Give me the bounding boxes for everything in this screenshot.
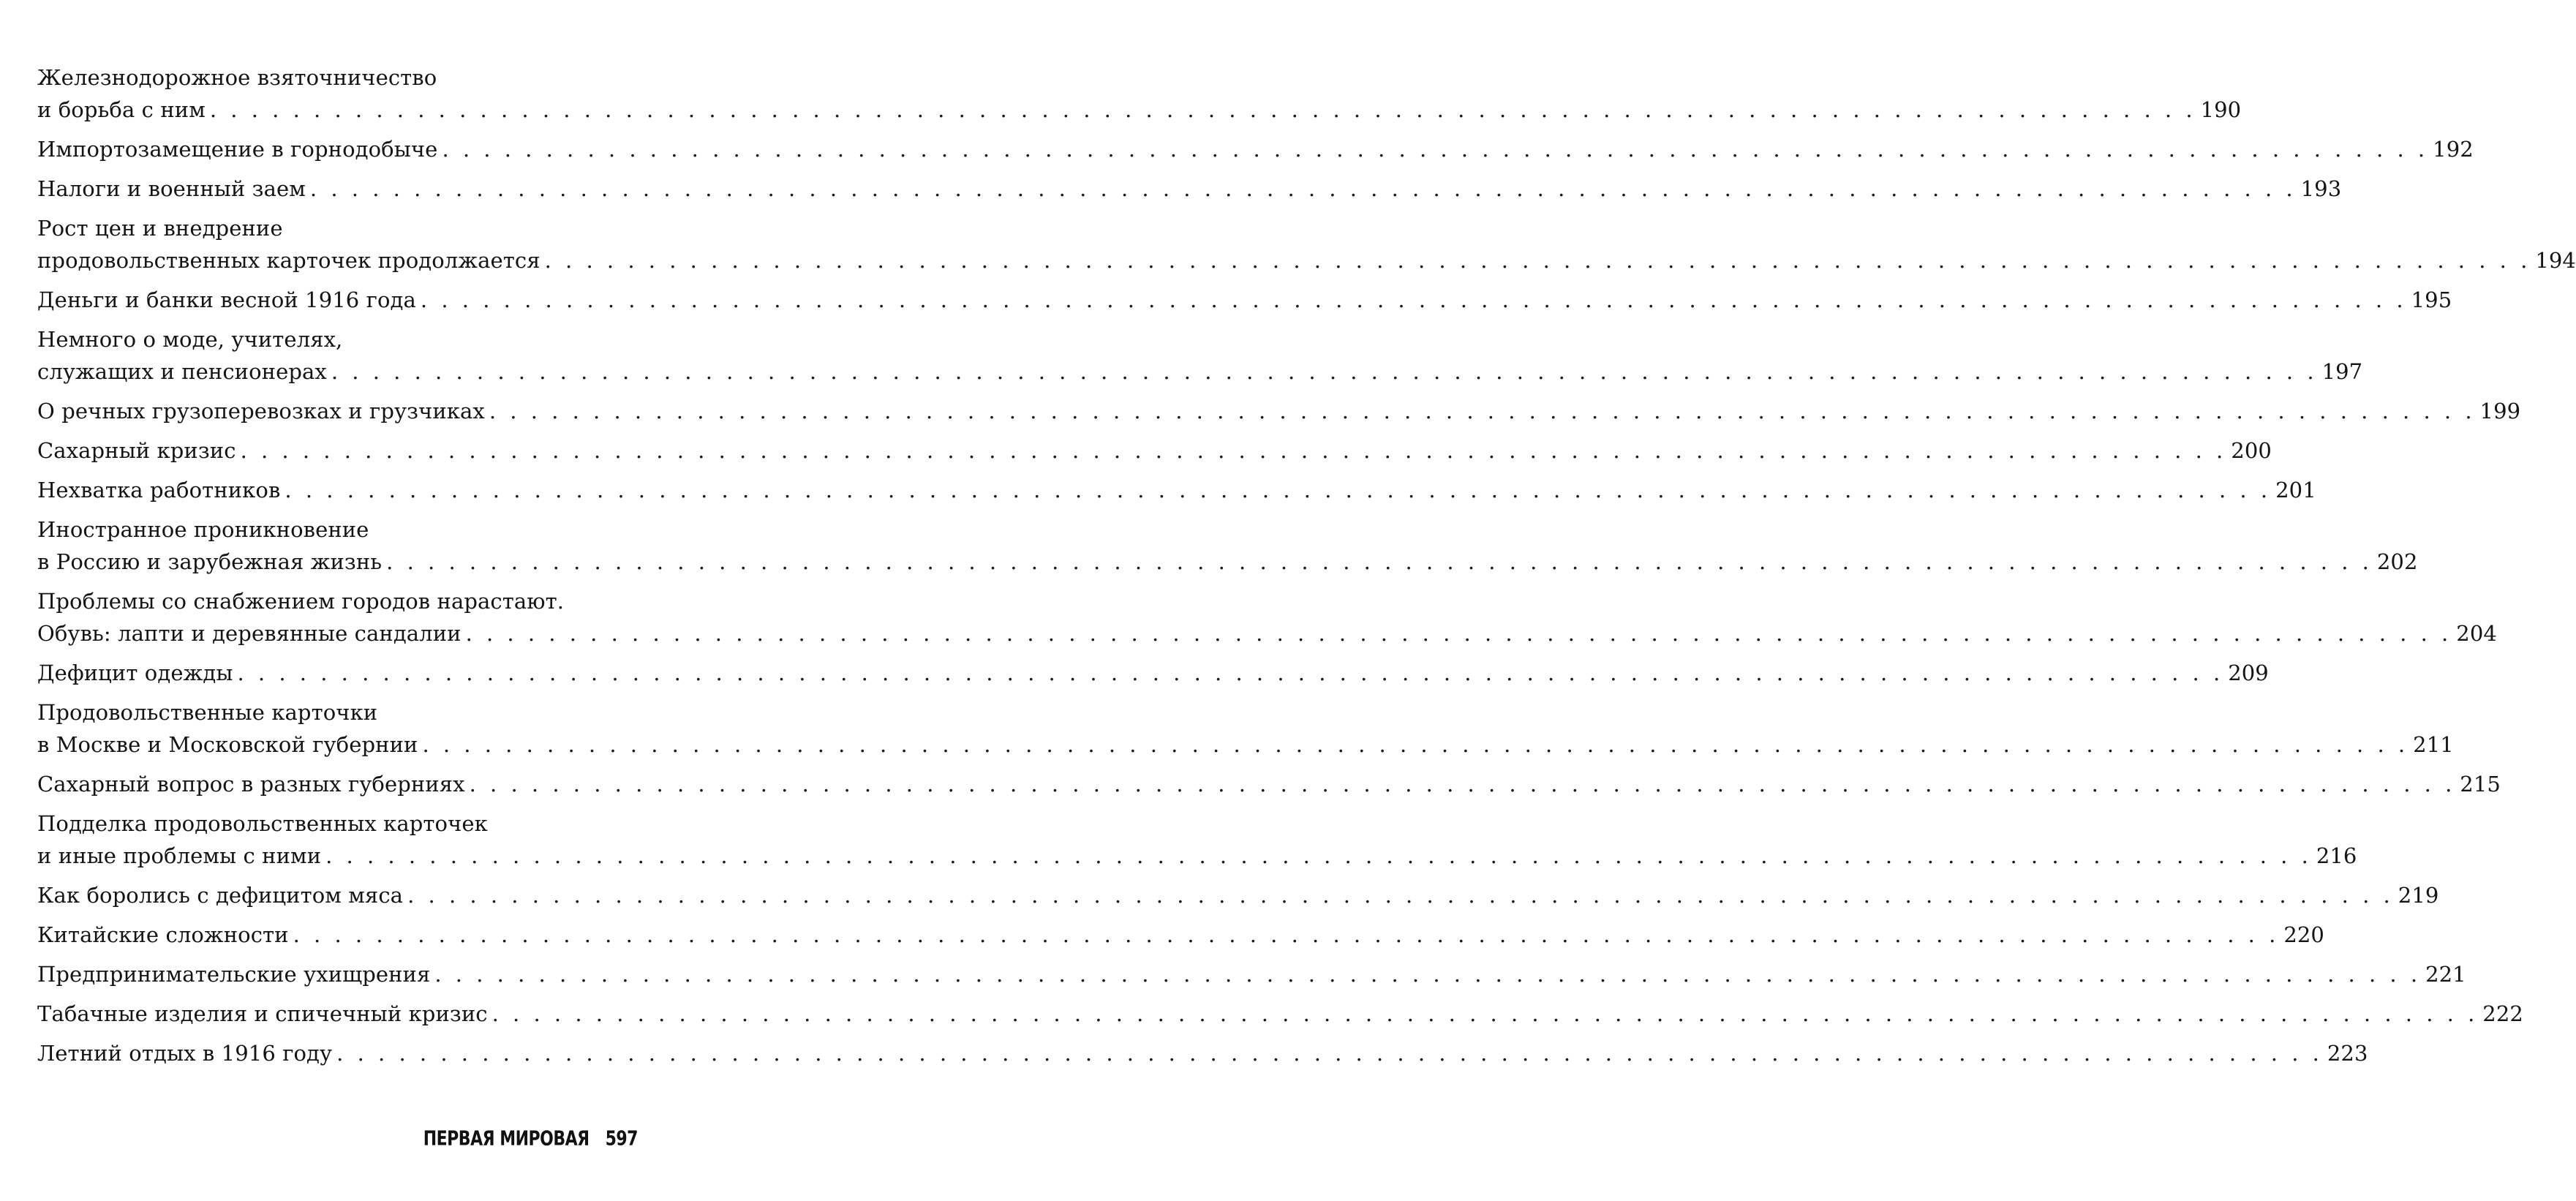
toc-entry-page-number: 223 (2327, 1041, 2368, 1066)
toc-entry[interactable] (37, 323, 2363, 388)
toc-entry[interactable] (37, 998, 2523, 1030)
page-number: 597 (605, 1127, 638, 1151)
toc-entry-title-line: О речных грузоперевозках и грузчиках (37, 399, 485, 423)
toc-entry-title-line: Налоги и военный заем (37, 176, 306, 201)
toc-entry-title-line: Предпринимательские ухищрения (37, 962, 431, 987)
toc-entry-last-line (37, 840, 2357, 872)
dot-leader: . . . . . . . . . . . . . . . . . . . . . . . . . . . . . . . . . . . . . . . . . . . . . . . . . . . . . . . . . . . . . . . . . . . . . . . . . . . . . . . . . . . . . . . . . . . . . . . . (407, 883, 2394, 908)
toc-entry-last-line (37, 474, 2316, 506)
toc-entry-page-number: 197 (2321, 359, 2363, 384)
toc-entry[interactable] (37, 1037, 2368, 1069)
dot-leader: . . . . . . . . . . . . . . . . . . . . . . . . . . . . . . . . . . . . . . . . . . . . . . . . . . . . . . . . . . . . . . . . . . . . . . . . . . . . . . . . . . . . . . . . . . . . . . . . (492, 1001, 2479, 1026)
toc-entry-title-line: служащих и пенсионерах (37, 359, 327, 384)
dot-leader: . . . . . . . . . . . . . . . . . . . . . . . . . . . . . . . . . . . . . . . . . . . . . . . . . . . . . . . . . . . . . . . . . . . . . . . . . . . . . . . . . . . . . . . . . . . . . . . . (465, 621, 2452, 646)
toc-entry-page-number: 194 (2535, 248, 2576, 273)
toc-entry-page-number: 215 (2460, 772, 2501, 797)
toc-entry[interactable] (37, 657, 2269, 689)
toc-entry-last-line (37, 617, 2497, 650)
dot-leader: . . . . . . . . . . . . . . . . . . . . . . . . . . . . . . . . . . . . . . . . . . . . . . . . . . . . . . . . . . . . . . . . . . . . . . . . . . . . . . . . . . . . . . . . . . . . . . . . (325, 843, 2312, 868)
toc-entry-page-number: 209 (2228, 660, 2269, 685)
toc-entry-page-number: 220 (2283, 922, 2324, 947)
toc-entry[interactable] (37, 284, 2452, 316)
dot-leader: . . . . . . . . . . . . . . . . . . . . . . . . . . . . . . . . . . . . . . . . . . . . . . . . . . . . . . . . . . . . . . . . . . . . . . . . . . . . . . . . . . . . . . . . . . . . . . . . (489, 399, 2476, 423)
toc-entry[interactable] (37, 879, 2439, 911)
toc-entry-title-line: Табачные изделия и спичечный кризис (37, 1001, 488, 1026)
toc-entry-title-line: Иностранное проникновение (37, 517, 369, 542)
toc-entry-page-number: 222 (2482, 1001, 2523, 1026)
dot-leader: . . . . . . . . . . . . . . . . . . . . . . . . . . . . . . . . . . . . . . . . . . . . . . . . . . . . . . . . . . . . . . . . . . . . . . . . . . . . . . . . . . . . . . . . . . . . . . . . (309, 176, 2297, 201)
toc-entry-last-line (37, 657, 2269, 689)
toc-entry[interactable] (37, 919, 2324, 951)
toc-entry-page-number: 219 (2398, 883, 2439, 908)
toc-entry-title-line: и борьба с ним (37, 97, 206, 122)
toc-entry-last-line (37, 958, 2466, 990)
toc-entry-title-line: Железнодорожное взяточничество (37, 65, 437, 90)
toc-entry-last-line (37, 546, 2418, 578)
dot-leader: . . . . . . . . . . . . . . . . . . . . . . . . . . . . . . . . . . . . . . . . . . . . . . . . . . . . . . . . . . . . . . . . . . . . . . . . . . . . . . . . . . . . . . . . . . . . . . . . (469, 772, 2456, 797)
toc-entry-last-line (37, 244, 2576, 276)
toc-entry-title-line: Подделка продовольственных карточек (37, 811, 488, 836)
toc-entry-page-number: 199 (2479, 399, 2521, 423)
toc-entry-last-line (37, 395, 2521, 427)
toc-entry-page-number: 202 (2376, 549, 2418, 574)
dot-leader: . . . . . . . . . . . . . . . . . . . . . . . . . . . . . . . . . . . . . . . . . . . . . . . . . . . . . . . . . . . . . . . . . . . . . . . . . . . . . . . . . . . . . . . . . . . . . . . . (293, 922, 2280, 947)
toc-entry-title-line: Сахарный кризис (37, 438, 236, 463)
toc-entry-title-line: в Москве и Московской губернии (37, 732, 418, 757)
toc-entry-page-number: 211 (2413, 732, 2454, 757)
toc-entry-last-line (37, 768, 2501, 800)
toc-entry-title-line: Проблемы со снабжением городов нарастают. (37, 589, 565, 614)
toc-entry[interactable] (37, 807, 2357, 872)
toc-entry-title-line: Летний отдых в 1916 году (37, 1041, 333, 1066)
dot-leader: . . . . . . . . . . . . . . . . . . . . . . . . . . . . . . . . . . . . . . . . . . . . . . . . . . . . . . . . . . . . . . . . . . . . . . . . . . . . . . . . . . . . . . . . . . . . . . . . (209, 97, 2196, 122)
toc-entry-last-line (37, 94, 2242, 126)
toc-entry[interactable] (37, 173, 2342, 205)
toc-entry[interactable] (37, 513, 2418, 578)
toc-entry-last-line (37, 284, 2452, 316)
toc-entry-last-line (37, 173, 2342, 205)
dot-leader: . . . . . . . . . . . . . . . . . . . . . . . . . . . . . . . . . . . . . . . . . . . . . . . . . . . . . . . . . . . . . . . . . . . . . . . . . . . . . . . . . . . . . . . . . . . . . . . . (544, 248, 2531, 273)
dot-leader: . . . . . . . . . . . . . . . . . . . . . . . . . . . . . . . . . . . . . . . . . . . . . . . . . . . . . . . . . . . . . . . . . . . . . . . . . . . . . . . . . . . . . . . . . . . . . . . . (331, 359, 2318, 384)
toc-entry-title-line: Сахарный вопрос в разных губерниях (37, 772, 465, 797)
toc-entry-title-line: Обувь: лапти и деревянные сандалии (37, 621, 462, 646)
toc-entry-last-line (37, 355, 2363, 388)
dot-leader: . . . . . . . . . . . . . . . . . . . . . . . . . . . . . . . . . . . . . . . . . . . . . . . . . . . . . . . . . . . . . . . . . . . . . . . . . . . . . . . . . . . . . . . . . . . . . . . . (240, 438, 2227, 463)
toc-entry-page-number: 201 (2275, 478, 2316, 502)
toc-entry-page-number: 221 (2425, 962, 2466, 987)
toc-entry-title-line: Продовольственные карточки (37, 700, 378, 725)
toc-entry-page-number: 192 (2433, 137, 2474, 162)
toc-entry-page-number: 200 (2231, 438, 2272, 463)
dot-leader: . . . . . . . . . . . . . . . . . . . . . . . . . . . . . . . . . . . . . . . . . . . . . . . . . . . . . . . . . . . . . . . . . . . . . . . . . . . . . . . . . . . . . . . . . . . . . . . . (237, 660, 2224, 685)
table-of-contents (37, 61, 2576, 1077)
toc-entry[interactable] (37, 395, 2521, 427)
dot-leader: . . . . . . . . . . . . . . . . . . . . . . . . . . . . . . . . . . . . . . . . . . . . . . . . . . . . . . . . . . . . . . . . . . . . . . . . . . . . . . . . . . . . . . . . . . . . . . . . (434, 962, 2422, 987)
dot-leader: . . . . . . . . . . . . . . . . . . . . . . . . . . . . . . . . . . . . . . . . . . . . . . . . . . . . . . . . . . . . . . . . . . . . . . . . . . . . . . . . . . . . . . . . . . . . . . . . (442, 137, 2429, 162)
toc-entry-title-line: Рост цен и внедрение (37, 216, 283, 241)
toc-entry-title-line: Как боролись с дефицитом мяса (37, 883, 404, 908)
toc-entry-title-line: и иные проблемы с ними (37, 843, 322, 868)
toc-entry[interactable] (37, 768, 2501, 800)
running-title: ПЕРВАЯ МИРОВАЯ (423, 1127, 590, 1151)
toc-entry[interactable] (37, 585, 2497, 650)
toc-entry-title-line: Китайские сложности (37, 922, 289, 947)
page-footer (423, 1128, 638, 1151)
toc-entry-last-line (37, 434, 2272, 467)
toc-entry-title-line: Нехватка работников (37, 478, 281, 502)
toc-entry-page-number: 216 (2316, 843, 2357, 868)
toc-entry-page-number: 193 (2300, 176, 2342, 201)
toc-entry[interactable] (37, 434, 2272, 467)
toc-entry[interactable] (37, 61, 2242, 126)
dot-leader: . . . . . . . . . . . . . . . . . . . . . . . . . . . . . . . . . . . . . . . . . . . . . . . . . . . . . . . . . . . . . . . . . . . . . . . . . . . . . . . . . . . . . . . . . . . . . . . . (386, 549, 2373, 574)
toc-entry-title-line: продовольственных карточек продолжается (37, 248, 541, 273)
toc-entry[interactable] (37, 133, 2474, 165)
toc-entry[interactable] (37, 474, 2316, 506)
dot-leader: . . . . . . . . . . . . . . . . . . . . . . . . . . . . . . . . . . . . . . . . . . . . . . . . . . . . . . . . . . . . . . . . . . . . . . . . . . . . . . . . . . . . . . . . . . . . . . . . (420, 287, 2407, 312)
dot-leader: . . . . . . . . . . . . . . . . . . . . . . . . . . . . . . . . . . . . . . . . . . . . . . . . . . . . . . . . . . . . . . . . . . . . . . . . . . . . . . . . . . . . . . . . . . . . . . . . (422, 732, 2409, 757)
toc-entry[interactable] (37, 958, 2466, 990)
toc-entry-last-line (37, 1037, 2368, 1069)
toc-entry-page-number: 204 (2456, 621, 2497, 646)
toc-entry[interactable] (37, 696, 2454, 761)
toc-entry-last-line (37, 728, 2454, 761)
toc-entry[interactable] (37, 212, 2576, 276)
toc-entry-title-line: Дефицит одежды (37, 660, 233, 685)
dot-leader: . . . . . . . . . . . . . . . . . . . . . . . . . . . . . . . . . . . . . . . . . . . . . . . . . . . . . . . . . . . . . . . . . . . . . . . . . . . . . . . . . . . . . . . . . . . . . . . . (285, 478, 2272, 502)
toc-entry-last-line (37, 133, 2474, 165)
toc-entry-last-line (37, 879, 2439, 911)
dot-leader: . . . . . . . . . . . . . . . . . . . . . . . . . . . . . . . . . . . . . . . . . . . . . . . . . . . . . . . . . . . . . . . . . . . . . . . . . . . . . . . . . . . . . . . . . . . . . . . . (336, 1041, 2323, 1066)
toc-entry-title-line: в Россию и зарубежная жизнь (37, 549, 383, 574)
toc-entry-page-number: 195 (2411, 287, 2452, 312)
toc-entry-last-line (37, 998, 2523, 1030)
toc-entry-last-line (37, 919, 2324, 951)
toc-entry-title-line: Импортозамещение в горнодобыче (37, 137, 438, 162)
toc-entry-title-line: Немного о моде, учителях, (37, 327, 343, 352)
toc-entry-title-line: Деньги и банки весной 1916 года (37, 287, 416, 312)
toc-entry-page-number: 190 (2200, 97, 2242, 122)
